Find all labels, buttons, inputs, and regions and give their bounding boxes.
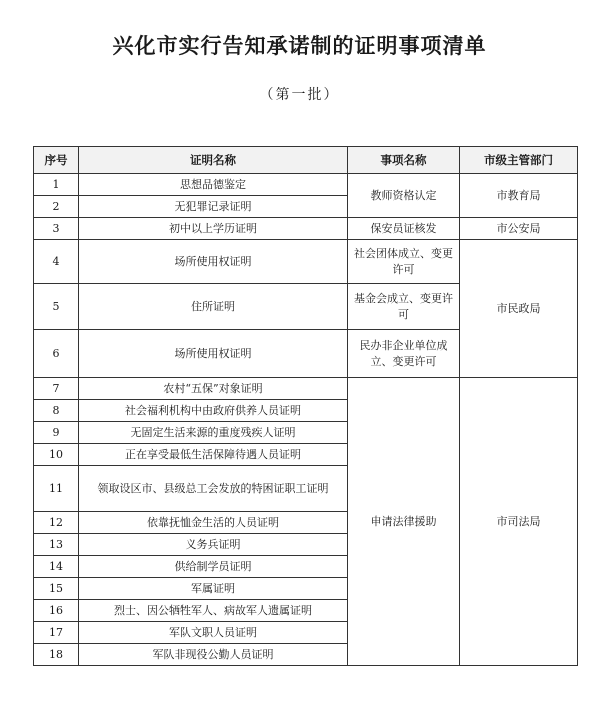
- header-no: 序号: [34, 147, 79, 174]
- row-number: 15: [34, 578, 79, 600]
- row-number: 9: [34, 422, 79, 444]
- cert-name: 军属证明: [79, 578, 348, 600]
- row-number: 10: [34, 444, 79, 466]
- item-name: 社会团体成立、变更许可: [348, 240, 460, 284]
- department: 市公安局: [460, 218, 578, 240]
- cert-name: 义务兵证明: [79, 534, 348, 556]
- cert-name: 军队非现役公勤人员证明: [79, 644, 348, 666]
- row-number: 18: [34, 644, 79, 666]
- document-title: 兴化市实行告知承诺制的证明事项清单: [112, 33, 487, 58]
- row-number: 2: [34, 196, 79, 218]
- cert-name: 无犯罪记录证明: [79, 196, 348, 218]
- row-number: 6: [34, 330, 79, 378]
- header-department: 市级主管部门: [460, 147, 578, 174]
- row-number: 17: [34, 622, 79, 644]
- item-name: 申请法律援助: [348, 378, 460, 666]
- cert-name: 依靠抚恤金生活的人员证明: [79, 512, 348, 534]
- item-name: 基金会成立、变更许可: [348, 284, 460, 330]
- row-number: 13: [34, 534, 79, 556]
- header-cert-name: 证明名称: [79, 147, 348, 174]
- department: 市司法局: [460, 378, 578, 666]
- item-name: 民办非企业单位成立、变更许可: [348, 330, 460, 378]
- table-row: [34, 218, 578, 240]
- cert-name: 场所使用权证明: [79, 240, 348, 284]
- cert-name: 烈士、因公牺牲军人、病故军人遗属证明: [79, 600, 348, 622]
- cert-name: 社会福利机构中由政府供养人员证明: [79, 400, 348, 422]
- row-number: 12: [34, 512, 79, 534]
- department: 市教育局: [460, 174, 578, 218]
- item-name: 教师资格认定: [348, 174, 460, 218]
- cert-name: 领取设区市、县级总工会发放的特困证职工证明: [79, 466, 348, 512]
- row-number: 5: [34, 284, 79, 330]
- header-item-name: 事项名称: [348, 147, 460, 174]
- department: 市民政局: [460, 240, 578, 378]
- row-number: 7: [34, 378, 79, 400]
- row-number: 1: [34, 174, 79, 196]
- document-subtitle: （第一批）: [259, 87, 340, 103]
- cert-name: 初中以上学历证明: [79, 218, 348, 240]
- row-number: 8: [34, 400, 79, 422]
- table-header-row: [34, 147, 578, 174]
- table-row: [34, 378, 578, 400]
- table-row: [34, 240, 578, 284]
- row-number: 11: [34, 466, 79, 512]
- item-name: 保安员证核发: [348, 218, 460, 240]
- cert-name: 无固定生活来源的重度残疾人证明: [79, 422, 348, 444]
- row-number: 14: [34, 556, 79, 578]
- table-row: [34, 174, 578, 196]
- row-number: 4: [34, 240, 79, 284]
- row-number: 3: [34, 218, 79, 240]
- cert-name: 住所证明: [79, 284, 348, 330]
- row-number: 16: [34, 600, 79, 622]
- cert-name: 思想品德鉴定: [79, 174, 348, 196]
- cert-name: 农村“五保”对象证明: [79, 378, 348, 400]
- cert-name: 场所使用权证明: [79, 330, 348, 378]
- cert-name: 军队文职人员证明: [79, 622, 348, 644]
- cert-name: 供给制学员证明: [79, 556, 348, 578]
- certificate-list-table: [33, 146, 578, 666]
- cert-name: 正在享受最低生活保障待遇人员证明: [79, 444, 348, 466]
